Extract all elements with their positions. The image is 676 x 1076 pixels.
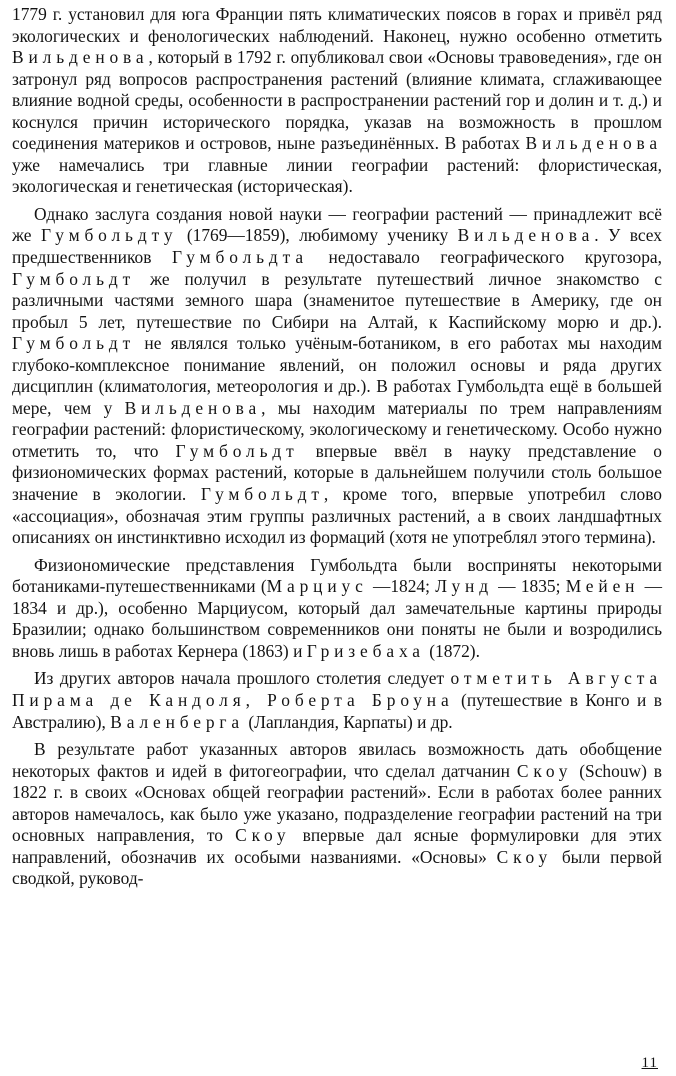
spaced-name: Скоу	[516, 760, 573, 781]
paragraph	[12, 668, 662, 733]
paragraph	[12, 739, 662, 890]
text-body	[12, 4, 662, 890]
text-run: впервые ввёл в науку представление о физиономических формах растений, которые в дальнейшем получили столь большое значение в экологии.	[12, 440, 662, 505]
spaced-name: Вильденова	[12, 47, 149, 68]
text-run: —1824;	[367, 576, 436, 597]
spaced-name: Лунд	[435, 576, 493, 597]
text-run: впервые дал ясные формулировки для этих направлений, обозначив их особыми названиями. «Основы»	[12, 825, 662, 867]
spaced-name: Гумбольдт	[200, 484, 324, 505]
text-run: (Лапландия, Карпаты) и др.	[244, 711, 453, 732]
spaced-name: Гумбольдта	[172, 247, 308, 268]
text-run: 1779 г. установил для юга Франции пять климатических поясов в горах и привёл ряд экологических и фенологических наблюдений. Наконец, нужно особенно отметить	[12, 4, 662, 46]
page-number: 11	[641, 1055, 658, 1071]
text-run: уже намечались три главные линии географии растений: флористическая, экологическая и генетическая (историческая).	[12, 154, 662, 197]
spaced-name: Вильденова	[525, 133, 662, 154]
text-run: Физиономические представления Гумбольдта были восприняты некоторыми ботаниками-путешественниками (	[12, 554, 662, 597]
text-run: (1872).	[424, 640, 480, 661]
text-run: , мы находим материалы по трем направлениям географии растений: флористическому, экологическому и генетическому. Особо нужно отметить то, что	[12, 397, 662, 461]
text-run: (1769—1859), любимому ученику	[177, 225, 458, 246]
spaced-name: Мейен	[565, 576, 640, 597]
text-run: (путешествие в Конго и в Австралию),	[12, 689, 662, 732]
spaced-name: Гризебаха	[306, 640, 425, 661]
spaced-name: Валенберга	[110, 711, 245, 732]
spaced-name: отметить Августа Пирама де Кандоля, Роберта Броуна	[12, 668, 662, 710]
text-run: Однако заслуга создания новой науки — географии растений — принадлежит всё же	[12, 203, 662, 246]
spaced-name: Гумбольдту	[40, 225, 178, 246]
text-run: . У всех предшественников	[12, 225, 662, 268]
text-run: , который в 1792 г. опубликовал свои «Основы травоведения», где он затронул ряд вопросов распространения растений (влияние климата, сглаживающее влияние водной среды, особенности в распространении растений гор и долин и т. д.) и коснулся причин исторического порядка, указав на возможность в прошлом соединения материков и островов, ныне разъединённых. В работах	[12, 47, 662, 154]
spaced-name: Гумбольдт	[175, 440, 299, 461]
text-run: недоставало географического кругозора,	[307, 247, 662, 268]
text-run: —1834 и др.), особенно Марциусом, который дал замечательные картины природы Бразилии; однако большинством современников они поняты не были и возродились вновь лишь в работах Кернера (1863) и	[12, 576, 663, 661]
spaced-name: Вильденова	[457, 225, 595, 246]
text-run: (Schouw) в 1822 г. в своих «Основах общей географии растений». Если в работах более ранних авторов намечалось, как было уже указано, подразделение географии растений на три основных направления, то	[12, 760, 663, 846]
text-run: были первой сводкой, руковод-	[12, 846, 662, 889]
paragraph	[12, 204, 662, 549]
text-run: не являлся только учёным-ботаником, в его работах мы находим глубоко-комплексное понимание явлений, он положил основы и ряда других дисциплин (климатология, метеорология и др.). В работах Гумбольдта ещё в большей мере, чем у	[12, 333, 662, 418]
spaced-name: Гумбольдт	[12, 268, 136, 289]
paragraph	[12, 555, 662, 663]
text-run: же получил в результате путешествий личное знакомство с различными частями земного шара (знаменитое путешествие в Америку, где он пробыл 5 лет, путешествие по Сибири на Алтай, к Каспийскому морю и др.).	[12, 268, 662, 332]
spaced-name: Вильденова	[124, 397, 262, 418]
spaced-name: Марциус	[266, 576, 368, 597]
spaced-name: Гумбольдт	[12, 333, 136, 354]
text-run: В результате работ указанных авторов явилась возможность дать обобщение некоторых фактов и идей в фитогеографии, что сделал датчанин	[12, 739, 662, 781]
spaced-name: Скоу	[496, 846, 553, 867]
spaced-name: Скоу	[235, 825, 291, 846]
text-run: Из других авторов начала прошлого столетия следует	[34, 668, 451, 689]
text-run: — 1835;	[492, 576, 566, 597]
text-run: , кроме того, впервые употребил слово «ассоциация», обозначая этим группы различных растений, а в своих ландшафтных описаниях он инстинктивно исходил из формаций (хотя не употреблял этого термина).	[12, 484, 662, 548]
paragraph	[12, 4, 662, 198]
